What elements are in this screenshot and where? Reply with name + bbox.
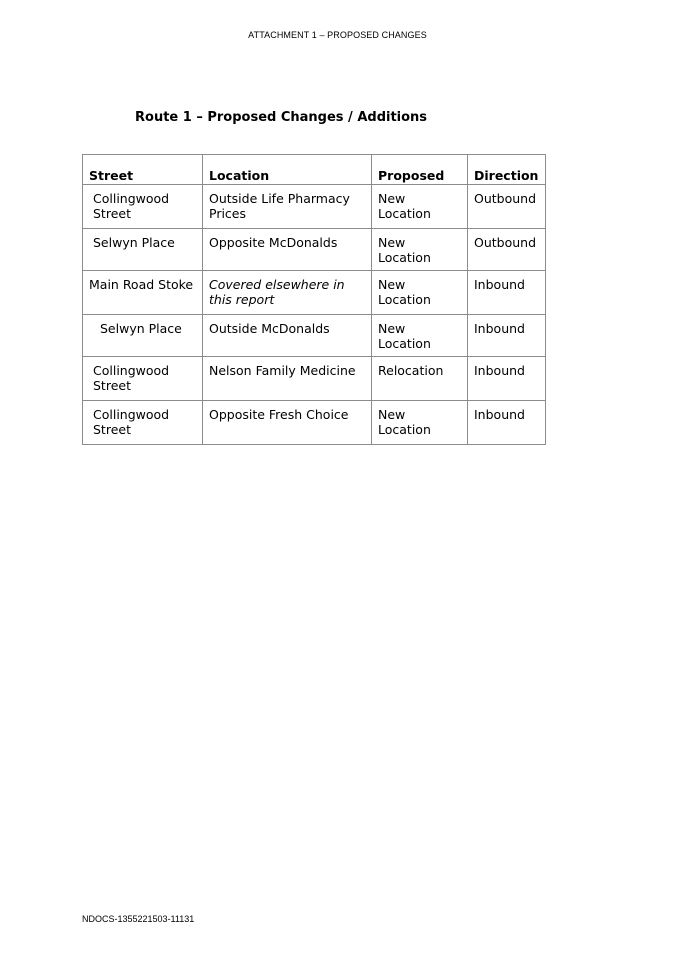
page-header: ATTACHMENT 1 – PROPOSED CHANGES bbox=[248, 30, 427, 40]
table-row bbox=[83, 357, 546, 401]
direction-cell: Inbound bbox=[468, 271, 546, 315]
street-cell: Main Road Stoke bbox=[83, 271, 203, 315]
table-row bbox=[83, 401, 546, 445]
column-header-location: Location bbox=[203, 155, 372, 185]
location-cell: Opposite McDonalds bbox=[203, 229, 372, 271]
table-header-row bbox=[83, 155, 546, 185]
table-row bbox=[83, 229, 546, 271]
table-row bbox=[83, 271, 546, 315]
location-cell: Covered elsewhere in this report bbox=[203, 271, 372, 315]
location-cell: Outside McDonalds bbox=[203, 315, 372, 357]
proposed-cell: New Location bbox=[372, 401, 468, 445]
location-cell: Nelson Family Medicine bbox=[203, 357, 372, 401]
table-row bbox=[83, 315, 546, 357]
proposed-cell: New Location bbox=[372, 315, 468, 357]
street-cell: Selwyn Place bbox=[83, 229, 203, 271]
proposed-cell: New Location bbox=[372, 229, 468, 271]
proposed-cell: New Location bbox=[372, 185, 468, 229]
direction-cell: Inbound bbox=[468, 401, 546, 445]
column-header-direction: Direction bbox=[468, 155, 546, 185]
document-reference: NDOCS-1355221503-11131 bbox=[82, 914, 195, 924]
street-cell: Collingwood Street bbox=[83, 185, 203, 229]
table-row bbox=[83, 185, 546, 229]
direction-cell: Outbound bbox=[468, 229, 546, 271]
location-cell: Outside Life Pharmacy Prices bbox=[203, 185, 372, 229]
direction-cell: Outbound bbox=[468, 185, 546, 229]
direction-cell: Inbound bbox=[468, 315, 546, 357]
proposed-cell: Relocation bbox=[372, 357, 468, 401]
column-header-street: Street bbox=[83, 155, 203, 185]
column-header-proposed: Proposed bbox=[372, 155, 468, 185]
location-cell: Opposite Fresh Choice bbox=[203, 401, 372, 445]
street-cell: Collingwood Street bbox=[83, 401, 203, 445]
street-cell: Selwyn Place bbox=[83, 315, 203, 357]
proposed-changes-table bbox=[82, 154, 546, 445]
proposed-cell: New Location bbox=[372, 271, 468, 315]
direction-cell: Inbound bbox=[468, 357, 546, 401]
street-cell: Collingwood Street bbox=[83, 357, 203, 401]
section-title: Route 1 – Proposed Changes / Additions bbox=[135, 110, 428, 125]
